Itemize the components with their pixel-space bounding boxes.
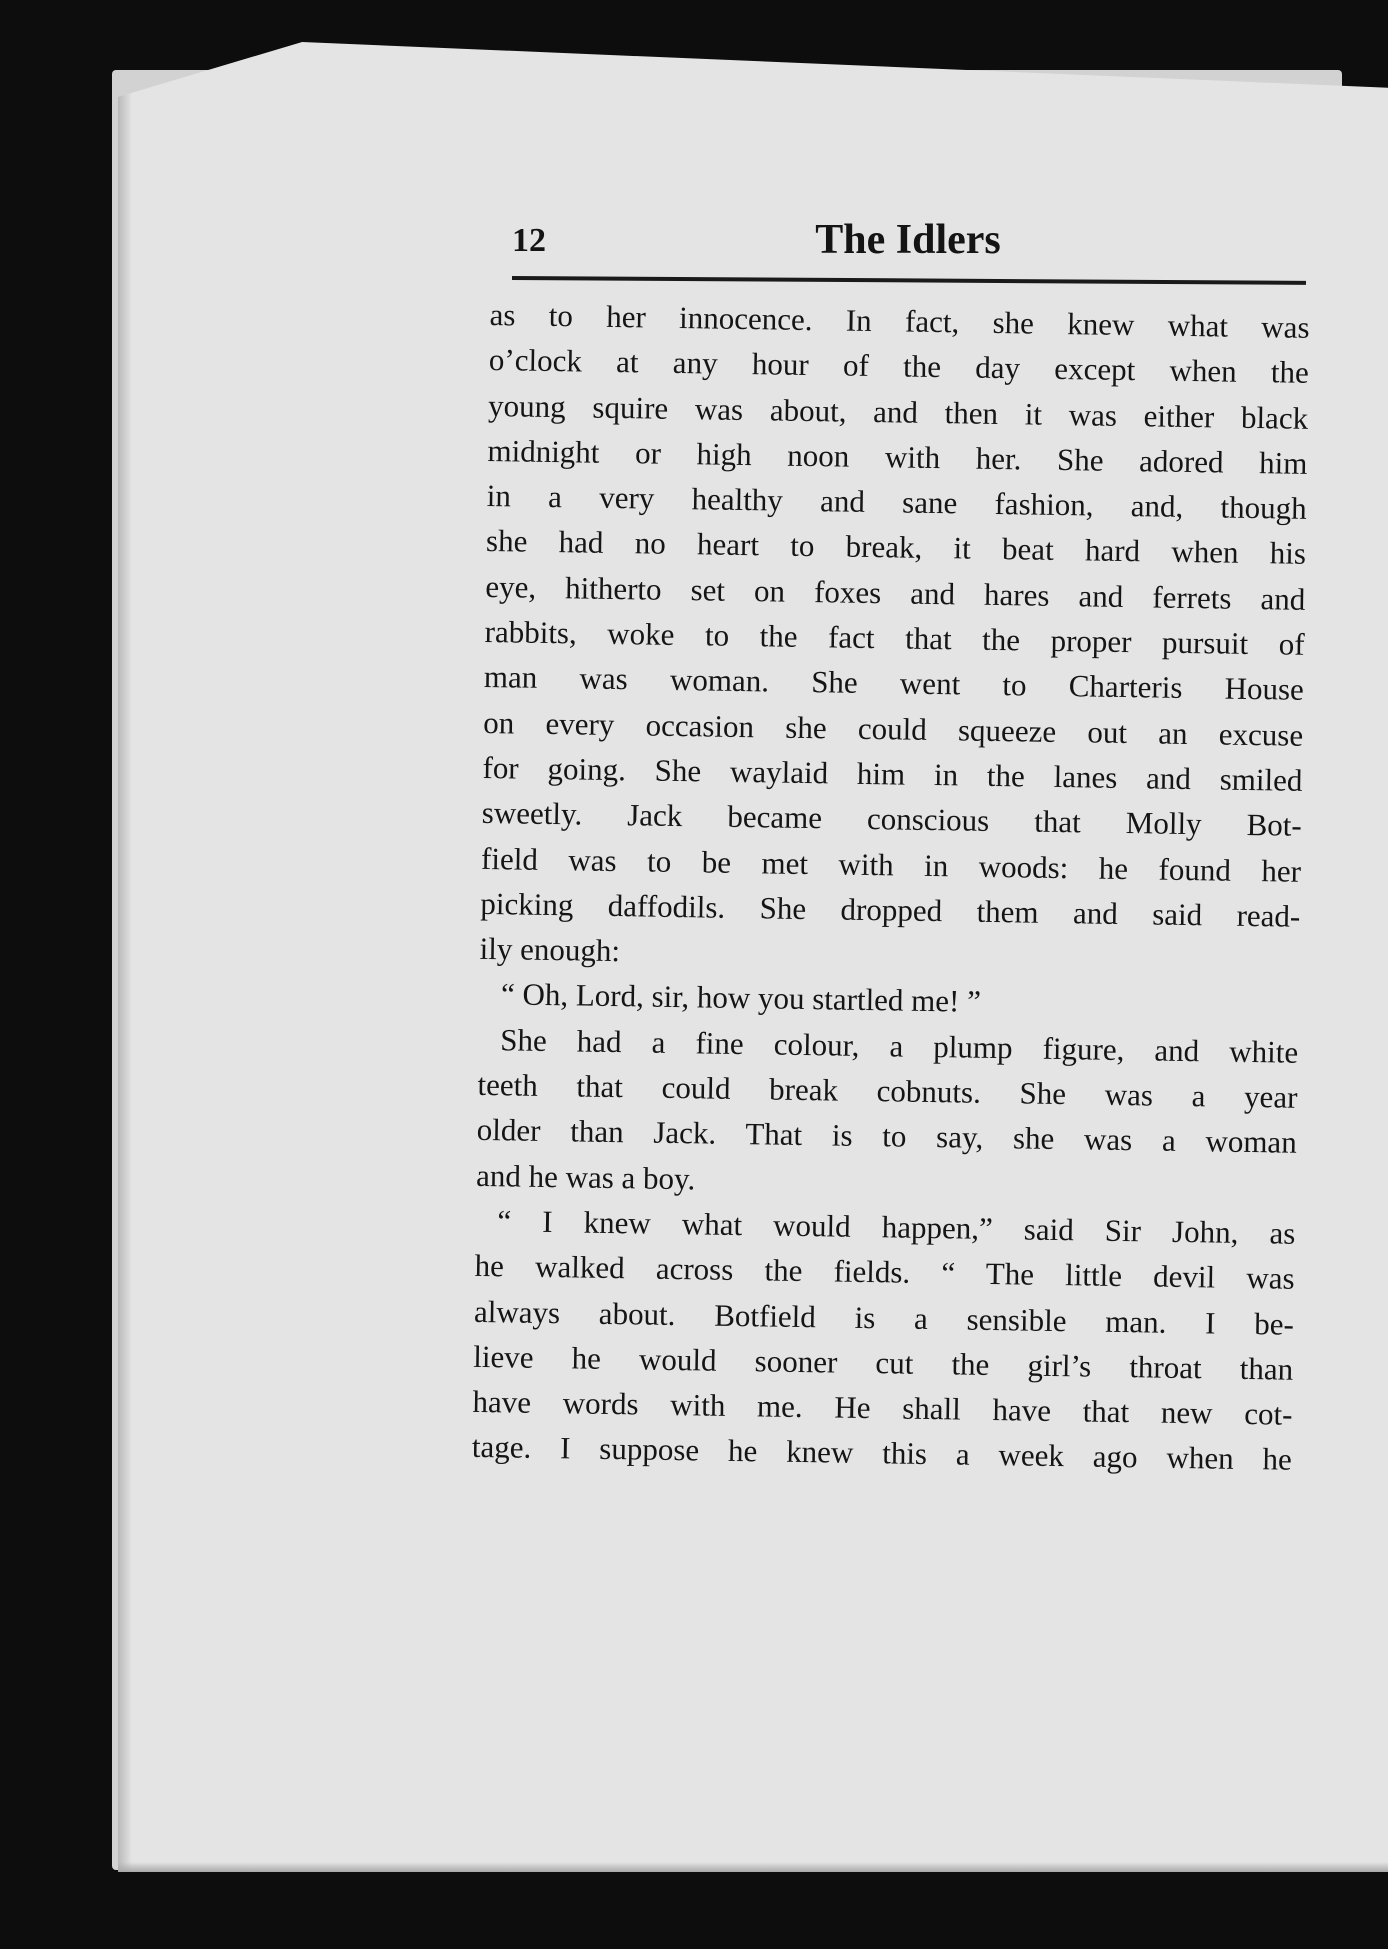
text-line: young squire was about, and then it was either black	[487, 387, 1309, 436]
text-line: “ I knew what would happen,” said Sir John, as	[497, 1203, 1296, 1251]
text-line: as to her innocence. In fact, she knew what was	[489, 296, 1310, 345]
page-number: 12	[512, 222, 546, 259]
text-line: field was to be met with in woods: he found her	[480, 840, 1302, 889]
text-line: for going. She waylaid him in the lanes and smiled	[482, 749, 1303, 798]
text-line: midnight or high noon with her. She adored him	[487, 432, 1308, 481]
page-header	[512, 212, 1304, 272]
text-line: teeth that could break cobnuts. She was a year	[477, 1066, 1298, 1115]
text-line: rabbits, woke to the fact that the proper pursuit of	[484, 614, 1305, 662]
text-line: ily enough:	[479, 931, 621, 969]
text-line: She had a fine colour, a plump figure, and white	[499, 1022, 1299, 1070]
body-text	[472, 292, 1310, 1482]
text-line: “ Oh, Lord, sir, how you startled me! ”	[500, 976, 982, 1020]
text-line: and he was a boy.	[475, 1157, 696, 1196]
text-line: always about. Botfield is a sensible man. I be-	[473, 1293, 1295, 1342]
text-line: picking daffodils. She dropped them and said read-	[480, 885, 1301, 934]
text-line: have words with me. He shall have that new cot-	[472, 1383, 1293, 1432]
text-line: on every occasion she could squeeze out an excuse	[482, 704, 1304, 753]
text-line: in a very healthy and sane fashion, and, though	[486, 478, 1307, 527]
text-line: o’clock at any hour of the day except when the	[488, 342, 1310, 391]
text-line: lieve he would sooner cut the girl’s throat than	[473, 1338, 1294, 1387]
text-line: older than Jack. That is to say, she was a woman	[476, 1112, 1298, 1161]
text-line: sweetly. Jack became conscious that Molly Bot-	[481, 795, 1302, 844]
running-title: The Idlers	[815, 217, 1001, 263]
text-line: she had no heart to break, it beat hard when his	[485, 523, 1307, 572]
text-line: tage. I suppose he knew this a week ago when he	[471, 1429, 1293, 1478]
text-line: eye, hitherto set on foxes and hares and ferrets and	[485, 568, 1306, 617]
text-line: man was woman. She went to Charteris House	[483, 659, 1305, 708]
text-line: he walked across the fields. “ The little devil was	[474, 1248, 1295, 1296]
